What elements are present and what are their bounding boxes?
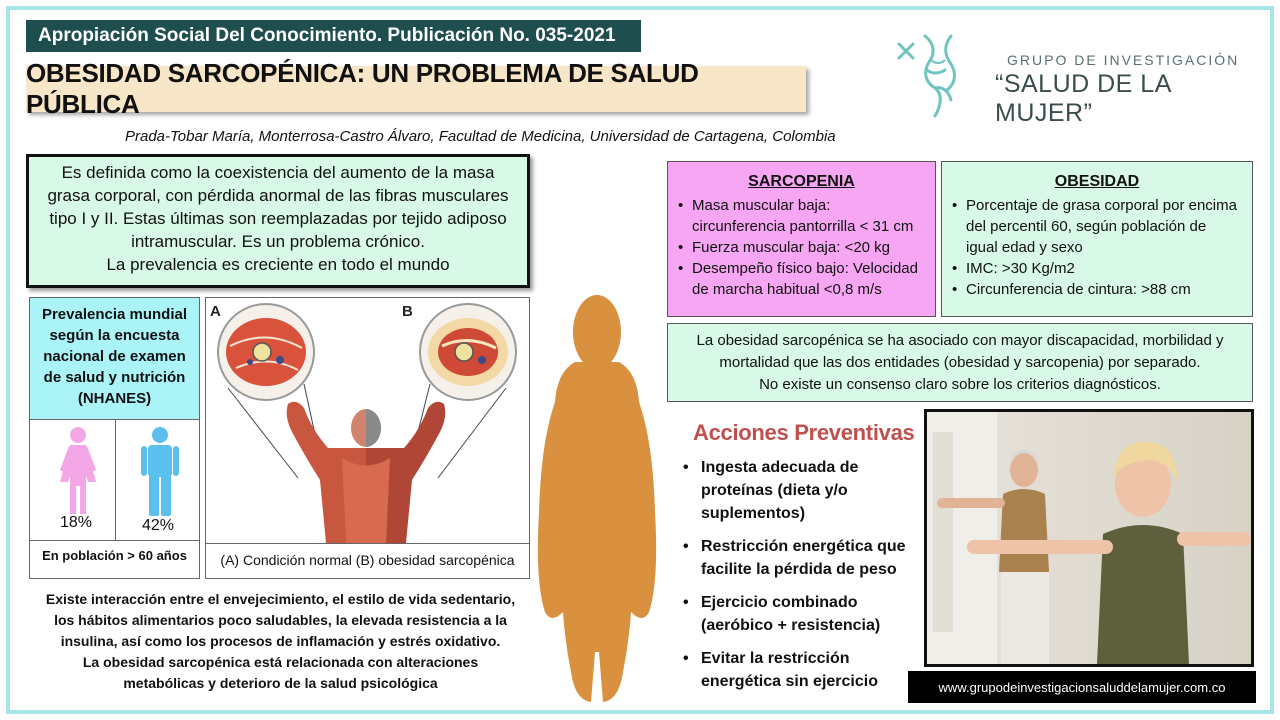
- prevalence-heading-line: según la encuesta: [49, 327, 180, 344]
- list-item: [683, 591, 923, 637]
- obesidad-box: [941, 161, 1253, 317]
- list-item: [678, 195, 929, 237]
- authors-line: Prada-Tobar María, Monterrosa-Castro Álvaro, Facultad de Medicina, Universidad de Cartagena, Colombia: [125, 128, 836, 145]
- prevalence-panel: [29, 297, 200, 579]
- list-item-line: del percentil 60, según población de: [966, 218, 1207, 235]
- male-figure-icon: [140, 426, 180, 518]
- prevalence-heading-line: (NHANES): [77, 390, 152, 407]
- back-muscles-figure: [287, 402, 446, 543]
- exercise-photo: [924, 409, 1254, 667]
- list-item-line: • Restricción energética que: [701, 538, 906, 555]
- definition-line: Es definida como la coexistencia del aumento de la masa: [61, 163, 495, 182]
- logo-text-top: GRUPO DE INVESTIGACIÓN: [1007, 52, 1240, 68]
- logo-text-main: “SALUD DE LA MUJER”: [995, 70, 1171, 127]
- list-item-line: • Ejercicio combinado: [701, 594, 858, 611]
- definition-line: La prevalencia es creciente en todo el mundo: [106, 255, 450, 274]
- publication-banner: Apropiación Social Del Conocimiento. Publicación No. 035-2021: [26, 20, 641, 52]
- list-item-line: energética sin ejercicio: [701, 673, 878, 690]
- prevalence-footer: En población > 60 años: [42, 548, 187, 563]
- obesidad-title: OBESIDAD: [1054, 173, 1140, 190]
- list-item: [952, 195, 1246, 258]
- prevalence-heading: [30, 298, 199, 420]
- list-item: [678, 258, 929, 300]
- list-item-line: • IMC: >30 Kg/m2: [966, 260, 1075, 277]
- obese-body-silhouette-icon: [535, 292, 660, 707]
- list-item-line: • Circunferencia de cintura: >88 cm: [966, 281, 1191, 298]
- list-item: [678, 237, 929, 258]
- prevalence-heading-line: de salud y nutrición: [43, 369, 186, 386]
- prevalence-divider: [115, 420, 116, 540]
- figure-label-a: A: [210, 303, 221, 320]
- list-item-line: • Evitar la restricción: [701, 650, 850, 667]
- list-item-line: de marcha habitual <0,8 m/s: [692, 281, 882, 298]
- research-group-logo: [895, 30, 1255, 127]
- risk-factors-text: [28, 589, 533, 694]
- list-item-line: proteínas (dieta y/o: [701, 482, 848, 499]
- risk-factors-line: La obesidad sarcopénica está relacionada con alteraciones: [82, 654, 479, 670]
- website-link[interactable]: www.grupodeinvestigacionsaluddelamujer.com.co: [908, 671, 1256, 703]
- obesidad-criteria-list: [942, 195, 1252, 300]
- list-item-line: (aeróbico + resistencia): [701, 617, 881, 634]
- prevalence-footer-divider: [30, 540, 199, 541]
- list-item: [683, 456, 923, 525]
- preventive-actions-list: [683, 456, 923, 703]
- sarcopenic-muscle-crosssection: [420, 304, 516, 400]
- risk-factors-line: Existe interacción entre el envejecimiento, el estilo de vida sedentario,: [45, 591, 516, 607]
- association-line: mortalidad que las dos entidades (obesidad y sarcopenia) por separado.: [719, 354, 1201, 371]
- elderly-exercise-illustration: [927, 412, 1251, 664]
- list-item-line: • Masa muscular baja:: [692, 197, 831, 214]
- association-box: [667, 323, 1253, 402]
- muscle-figure-panel: [205, 297, 530, 579]
- association-line: No existe un consenso claro sobre los criterios diagnósticos.: [759, 376, 1161, 393]
- muscle-caption-divider: [206, 543, 529, 544]
- page-title: OBESIDAD SARCOPÉNICA: UN PROBLEMA DE SALUD PÚBLICA: [26, 66, 806, 112]
- list-item-line: • Desempeño físico bajo: Velocidad: [692, 260, 918, 277]
- list-item: [952, 258, 1246, 279]
- female-figure-icon: [56, 426, 100, 516]
- risk-factors-line: metabólicas y deterioro de la salud psicológica: [123, 675, 438, 691]
- definition-line: grasa corporal, con pérdida anormal de las fibras musculares: [47, 186, 509, 205]
- list-item-line: facilite la pérdida de peso: [701, 561, 897, 578]
- list-item: [952, 279, 1246, 300]
- prevalence-heading-line: nacional de examen: [43, 348, 186, 365]
- muscle-anatomy-illustration: [206, 298, 529, 543]
- muscle-figure-caption: (A) Condición normal (B) obesidad sarcopénica: [220, 552, 515, 568]
- list-item: [683, 535, 923, 581]
- list-item-line: • Ingesta adecuada de: [701, 459, 859, 476]
- list-item-line: • Fuerza muscular baja: <20 kg: [692, 239, 891, 256]
- female-silhouette-logo-icon: [895, 30, 985, 120]
- definition-line: tipo I y II. Estas últimas son reemplazadas por tejido adiposo: [49, 209, 507, 228]
- list-item: [683, 647, 923, 693]
- normal-muscle-crosssection: [218, 304, 314, 400]
- sarcopenia-title: SARCOPENIA: [748, 173, 855, 190]
- preventive-actions-title: Acciones Preventivas: [693, 420, 915, 445]
- definition-line: intramuscular. Es un problema crónico.: [131, 232, 425, 251]
- definition-box: [26, 154, 530, 288]
- sarcopenia-criteria-list: [668, 195, 935, 300]
- figure-label-b: B: [402, 303, 413, 320]
- association-line: La obesidad sarcopénica se ha asociado con mayor discapacidad, morbilidad y: [696, 332, 1224, 349]
- list-item-line: circunferencia pantorrilla < 31 cm: [692, 218, 914, 235]
- list-item-line: igual edad y sexo: [966, 239, 1083, 256]
- male-percentage: 42%: [142, 517, 175, 534]
- risk-factors-line: los hábitos alimentarios poco saludables, la elevada resistencia a la: [54, 612, 507, 628]
- list-item-line: suplementos): [701, 505, 806, 522]
- female-percentage: 18%: [60, 514, 93, 531]
- prevalence-heading-line: Prevalencia mundial: [41, 306, 188, 323]
- risk-factors-line: insulina, así como los procesos de inflamación y estrés oxidativo.: [60, 633, 501, 649]
- sarcopenia-box: [667, 161, 936, 317]
- list-item-line: • Porcentaje de grasa corporal por encima: [966, 197, 1237, 214]
